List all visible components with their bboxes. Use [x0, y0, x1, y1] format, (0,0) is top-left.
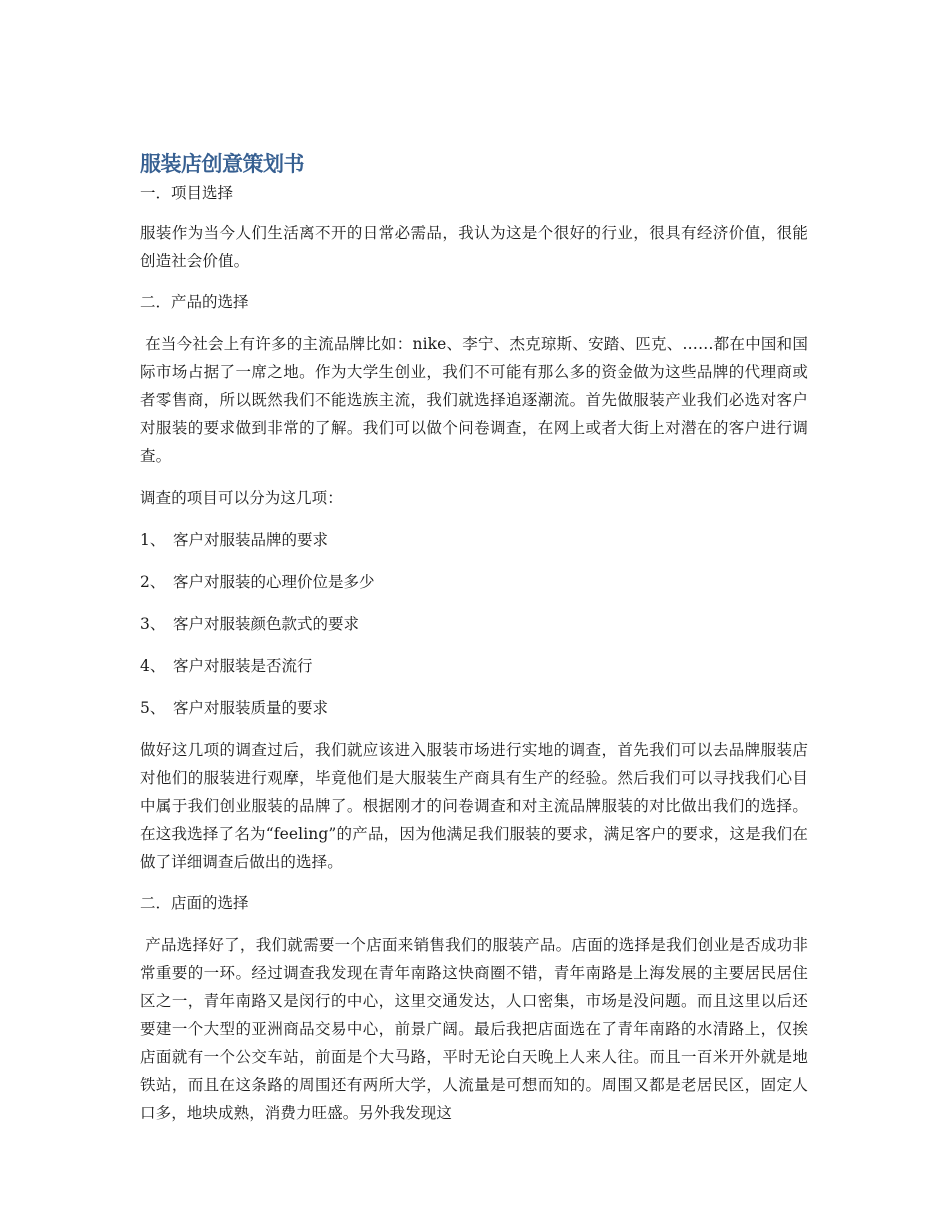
list-text: 客户对服装颜色款式的要求: [173, 615, 360, 633]
list-item: [140, 694, 808, 722]
list-text: 客户对服装品牌的要求: [173, 531, 329, 549]
list-item: [140, 610, 808, 638]
list-number: 5、: [140, 699, 166, 717]
list-number: 2、: [140, 573, 166, 591]
paragraph-market-research: 做好这几项的调查过后，我们就应该进入服装市场进行实地的调查，首先我们可以去品牌服装店对他们的服装进行观摩，毕竟他们是大服装生产商具有生产的经验。然后我们可以寻找我们心目中属于我们创业服装的品牌了。根据刚才的问卷调查和对主流品牌服装的对比做出我们的选择。在这我选择了名为“feeling”的产品，因为他满足我们服装的要求，满足客户的要求，这是我们在做了详细调查后做出的选择。: [140, 741, 808, 871]
list-text: 客户对服装质量的要求: [173, 699, 329, 717]
list-number: 1、: [140, 531, 166, 549]
section-heading-product: 二．产品的选择: [140, 293, 249, 311]
paragraph-store-location: 产品选择好了，我们就需要一个店面来销售我们的服装产品。店面的选择是我们创业是否成功非常重要的一环。经过调查我发现在青年南路这快商圈不错，青年南路是上海发展的主要居民居住区之一，青年南路又是闵行的中心，这里交通发达，人口密集，市场是没问题。而且这里以后还要建一个大型的亚洲商品交易中心，前景广阔。最后我把店面选在了青年南路的水清路上，仅挨店面就有一个公交车站，前面是个大马路，平时无论白天晚上人来人往。而且一百米开外就是地铁站，而且在这条路的周围还有两所大学，人流量是可想而知的。周围又都是老居民区，固定人口多，地块成熟，消费力旺盛。另外我发现这: [140, 936, 809, 1122]
list-text: 客户对服装是否流行: [173, 657, 313, 675]
paragraph-list-intro: 调查的项目可以分为这几项：: [140, 489, 343, 507]
list-number: 4、: [140, 657, 166, 675]
list-text: 客户对服装的心理价位是多少: [173, 573, 375, 591]
paragraph-project: 服装作为当今人们生活离不开的日常必需品，我认为这是个很好的行业，很具有经济价值，很能创造社会价值。: [140, 224, 808, 270]
section-heading-project: 一．项目选择: [140, 184, 234, 202]
paragraph-brands: 在当今社会上有许多的主流品牌比如：nike、李宁、杰克琼斯、安踏、匹克、……都在中国和国际市场占据了一席之地。作为大学生创业，我们不可能有那么多的资金做为这些品牌的代理商或者零售商，所以既然我们不能选族主流，我们就选择追逐潮流。首先做服装产业我们必选对客户对服装的要求做到非常的了解。我们可以做个问卷调查，在网上或者大街上对潜在的客户进行调查。: [140, 335, 808, 465]
document-title: 服装店创意策划书: [140, 152, 304, 176]
list-item: [140, 526, 808, 554]
list-number: 3、: [140, 615, 166, 633]
section-heading-store: 二．店面的选择: [140, 894, 249, 912]
document-page: [140, 148, 808, 1141]
list-item: [140, 652, 808, 680]
list-item: [140, 568, 808, 596]
survey-list: [140, 526, 808, 722]
